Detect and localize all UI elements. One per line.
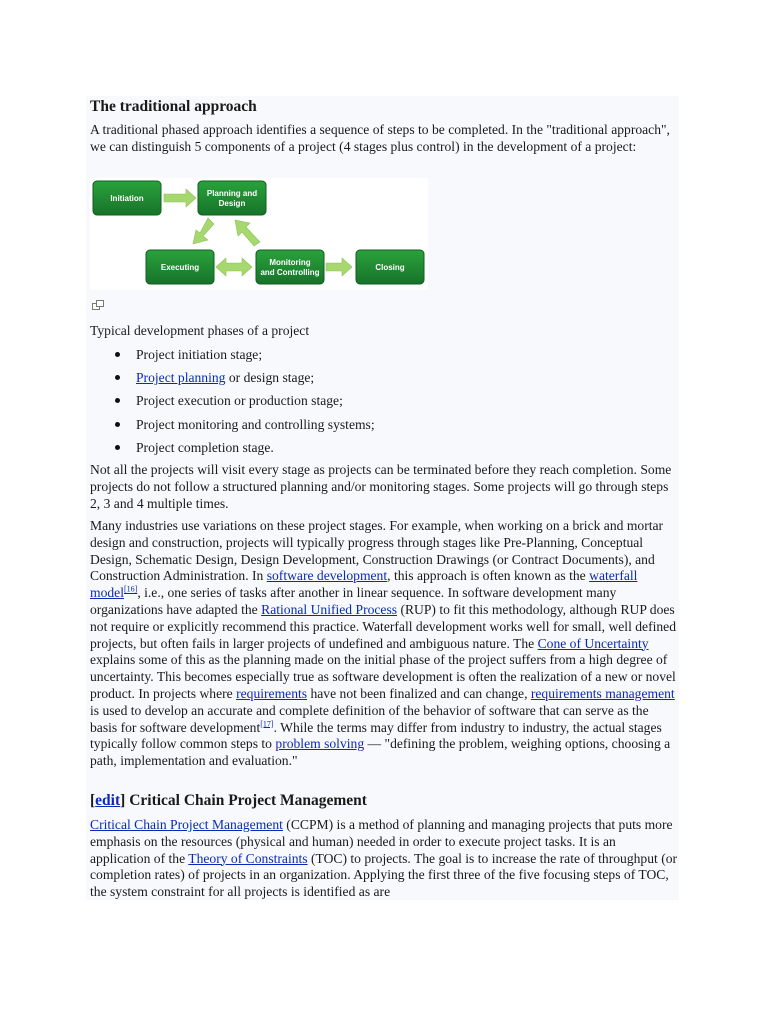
link-software-development[interactable]: software development [266,568,388,584]
reference-16[interactable]: [16] [123,584,138,594]
list-item: Project initiation stage; [90,343,670,366]
phases-list [90,343,670,459]
box-planning-label-2: Design [218,199,246,208]
box-closing-label: Closing [375,263,405,272]
box-monitoring [256,250,324,284]
document-page [86,96,679,900]
box-planning [198,181,266,215]
link-rational-unified-process[interactable]: Rational Unified Process [261,601,398,617]
arrow-monitoring-to-planning [235,220,260,246]
link-project-planning[interactable]: Project planning [136,370,226,386]
stages-paragraph: Not all the projects will visit every stage as projects can be terminated before they reach completion. Some projects do not follow a structured planning and/or monitoring stages. Some projects will go through steps 2, 3 and 4 multiple times. [90,462,672,511]
arrow-initiation-to-planning [164,189,196,207]
section-heading-ccpm: [edit] Critical Chain Project Management [90,792,367,809]
phases-diagram[interactable] [90,178,428,290]
list-item: Project monitoring and controlling systems; [90,413,670,436]
box-monitoring-label-2: and Controlling [260,268,320,277]
list-item: Project completion stage. [90,436,670,459]
ccpm-paragraph: Critical Chain Project Management (CCPM) is a method of planning and managing projects that puts more emphasis on the resources (physical and human) needed in order to execute project tasks. It is an application of the Theory of Constraints (TOC) to projects. The goal is to increase the rate of throughput (or completion rates) of projects in an organization. Applying the first three of the five focusing steps of TOC, the system constraint for all projects is identified as are [90,817,678,900]
link-requirements[interactable]: requirements [236,685,308,701]
link-critical-chain-project-management[interactable]: Critical Chain Project Management [90,817,283,832]
arrow-monitoring-to-closing [326,258,352,276]
list-item: Project planning or design stage; [90,366,670,389]
list-item: Project execution or production stage; [90,389,670,412]
box-initiation-label: Initiation [110,194,144,203]
box-monitoring-label-1: Monitoring [269,258,311,267]
box-planning-label-1: Planning and [206,189,258,198]
link-theory-of-constraints[interactable]: Theory of Constraints [188,850,308,866]
link-cone-of-uncertainty[interactable]: Cone of Uncertainty [537,635,649,651]
reference-17[interactable]: [17] [260,719,274,729]
enlarge-icon[interactable] [92,300,104,310]
arrow-executing-monitoring [216,258,252,276]
box-executing-label: Executing [160,263,200,272]
diagram-caption: Typical development phases of a project [90,323,310,338]
arrow-planning-to-executing [193,218,214,244]
industries-paragraph: Many industries use variations on these project stages. For example, when working on a brick and mortar design and construction, projects will typically progress through stages like Pre-Planning, Conceptual Design, Schematic Design, Design Development, Construction Drawings (or Contract Documents), and Construction Administration. In software development, this approach is often known as the waterfall model[16], i.e., one series of tasks after another in linear sequence. In software development many organizations have adapted the Rational Unified Process (RUP) to fit this methodology, although RUP does not require or explicitly recommend this practice. Waterfall development works well for small, well defined projects, but often fails in larger projects of undefined and ambiguous nature. The Cone of Uncertainty explains some of this as the planning made on the initial phase of the project suffers from a high degree of uncertainty. This becomes especially true as software development is often the realization of a new or novel product. In projects where requirements have not been finalized and can change, requirements management is used to develop an accurate and complete definition of the behavior of software that can serve as the basis for software development[17]. While the terms may differ from industry to industry, the actual stages typically follow common steps to problem solving — "defining the problem, weighing options, choosing a path, implementation and evaluation." [90,518,677,769]
link-requirements-management[interactable]: requirements management [530,685,675,701]
link-problem-solving[interactable]: problem solving [275,736,365,752]
edit-link[interactable]: edit [95,792,121,809]
link-waterfall-model[interactable]: waterfall model [90,568,638,601]
section-heading-traditional-approach: The traditional approach [90,98,257,115]
intro-paragraph: A traditional phased approach identifies a sequence of steps to be completed. In the "traditional approach", we can distinguish 5 components of a project (4 stages plus control) in the development of a project: [90,122,670,154]
